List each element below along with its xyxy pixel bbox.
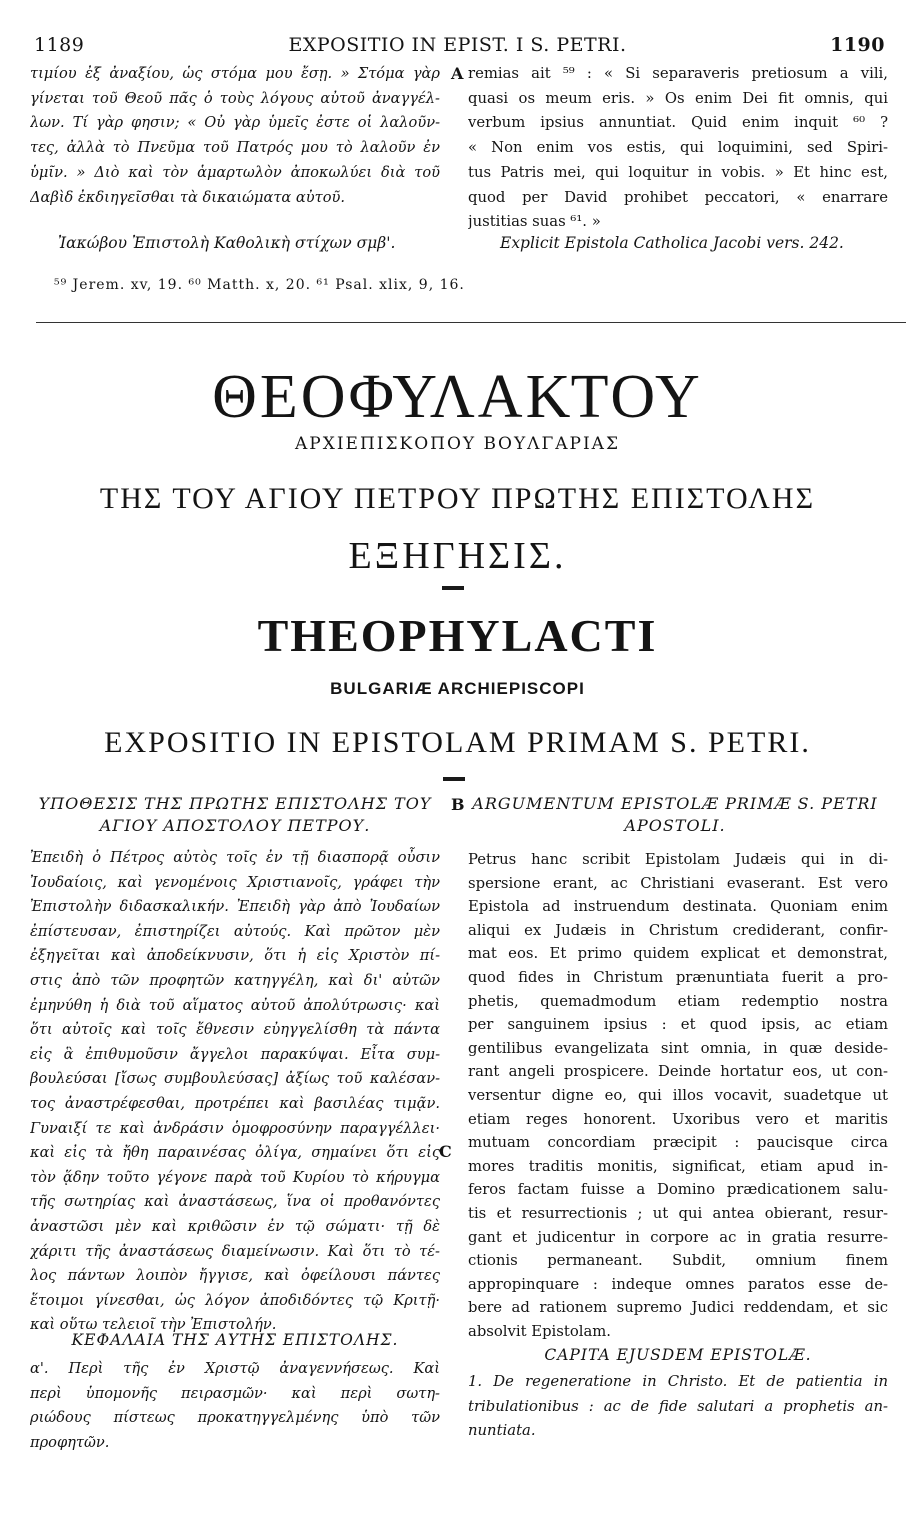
text-line: appropinquare : indeque omnes paratos esse de- (468, 1275, 888, 1293)
text-line: quod per David prohibet peccatori, « enarrare (468, 188, 888, 206)
text-line: τιμίου ἐξ ἀναξίου, ὡς στόμα μου ἔσῃ. » Στόμα γὰρ (30, 65, 440, 82)
text-line: ὑμῖν. » Διὸ καὶ τὸν ἁμαρτωλὸν ἀποκωλύει διὰ τοῦ (30, 163, 440, 181)
text-line: Ἐπειδὴ ὁ Πέτρος αὐτὸς τοῖς ἐν τῇ διασπορᾷ οὖσιν (30, 849, 440, 866)
text-line: tis et resurrectionis ; ut qui antea obierant, resur- (468, 1204, 888, 1222)
latin-chapters-text (468, 1370, 888, 1444)
text-line: « Non enim vos estis, qui loquimini, sed Spiri- (468, 139, 888, 157)
text-line: rant angeli prospicere. Deinde hortatur eos, ut con- (468, 1063, 888, 1081)
latin-argument-heading: ARGUMENTUM EPISTOLÆ PRIMÆ S. PETRI APOSTOLI. (472, 794, 878, 835)
text-line: quasi os meum eris. » Os enim Dei fit omnis, qui (468, 89, 888, 107)
latin-signature: Explicit Epistola Catholica Jacobi vers. 242. (500, 234, 844, 252)
text-line: Petrus hanc scribit Epistolam Judæis qui in di- (468, 851, 888, 868)
text-line: Epistola ad instruendum destinata. Quoniam enim (468, 898, 888, 916)
text-line: λων. Τί γὰρ φησιν; « Οὐ γὰρ ὑμεῖς ἐστε οἱ λαλοῦν- (30, 114, 440, 132)
latin-chapters-heading: CAPITA EJUSDEM EPISTOLÆ. (544, 1346, 812, 1364)
text-line: phetis, quemadmodum etiam redemptio nostra (468, 992, 888, 1010)
greek-argument-heading: ΥΠΟΘΕΣΙΣ ΤΗΣ ΠΡΩΤΗΣ ΕΠΙΣΤΟΛΗΣ ΤΟΥ ΑΓΙΟΥ ΑΠΟΣΤΟΛΟΥ ΠΕΤΡΟΥ. (38, 794, 432, 835)
text-line: στις ἀπὸ τῶν προφητῶν κατηγγέλη, καὶ δι' αὐτῶν (30, 971, 440, 989)
text-line: mutuam concordiam præcipit : paucisque circa (468, 1134, 888, 1152)
greek-subject: ΤΗΣ ΤΟΥ ΑΓΙΟΥ ΠΕΤΡΟΥ ΠΡΩΤΗΣ ΕΠΙΣΤΟΛΗΣ (99, 482, 816, 515)
text-line: aliqui ex Judæis in Christum crediderant, confir- (468, 921, 888, 939)
greek-office: ΑΡΧΙΕΠΙΣΚΟΠΟΥ ΒΟΥΛΓΑΡΙΑΣ (295, 434, 620, 454)
text-line: α'. Περὶ τῆς ἐν Χριστῷ ἀναγεννήσεως. Καὶ (30, 1360, 440, 1377)
text-line: gentilibus evangelizata sint omnia, in quæ deside- (468, 1039, 888, 1057)
text-line: mat eos. Et primo quidem explicat et demonstrat, (468, 945, 888, 963)
text-line: τες, ἀλλὰ τὸ Πνεῦμα τοῦ Πατρός μου τὸ λαλοῦν ἐν (30, 139, 440, 157)
text-line: remias ait ⁵⁹ : « Si separaveris pretiosum a vili, (468, 65, 888, 82)
text-line: ἕτοιμοι γίνεσθαι, ὡς λόγον ἀποδιδόντες τῷ Κριτῇ· (30, 1291, 440, 1309)
footnotes: ⁵⁹ Jerem. xv, 19. ⁶⁰ Matth. x, 20. ⁶¹ Psal. xlix, 9, 16. (54, 277, 465, 293)
text-line: verbum ipsius annuntiat. Quid enim inquit ⁶⁰ ? (468, 114, 888, 132)
greek-signature: Ἰακώβου Ἐπιστολὴ Καθολικὴ στίχων σμβ'. (58, 234, 396, 252)
text-line: ctionis permaneant. Subdit, omnium finem (468, 1252, 888, 1270)
text-line: bere ad rationem supremo Judici reddendam, et sic (468, 1299, 888, 1317)
text-line: χάριτι τῆς ἀναστάσεως διαμείνωσιν. Καὶ ὅτι τὸ τέ- (30, 1242, 440, 1260)
top-latin-column (468, 62, 888, 235)
text-line: τῆς σωτηρίας καὶ ἀναστάσεως, ἵνα οἱ προθανόντες (30, 1193, 440, 1211)
text-line: nuntiata. (468, 1422, 536, 1440)
text-line: τὸν ᾅδην τοῦτο γέγονε παρὰ τοῦ Κυρίου τὸ κήρυγμα (30, 1168, 440, 1186)
text-line: versentur digne eo, qui illos vocavit, suadetque ut (468, 1086, 888, 1104)
text-line: γίνεται τοῦ Θεοῦ πᾶς ὁ τοὺς λόγους αὐτοῦ ἀναγγέλ- (30, 89, 440, 107)
text-line: βουλεύσαι [ἴσως συμβουλεύσας] ἀξίως τοῦ καλέσαν- (30, 1070, 440, 1088)
text-line: ἀναστῶσι μὲν καὶ κριθῶσιν ἐν τῷ σώματι· τῇ δὲ (30, 1217, 440, 1235)
margin-marker-b: B (451, 795, 465, 814)
top-greek-column (30, 62, 440, 210)
title-dash-2 (443, 777, 465, 781)
text-line: ὅτι αὐτοῖς καὶ τοῖς ἔθνεσιν εὐηγγελίσθη τὰ πάντα (30, 1021, 440, 1039)
greek-chapters-text (30, 1357, 440, 1456)
section-rule (36, 322, 906, 323)
left-page-number: 1189 (34, 34, 85, 56)
text-line: τος ἀναστρέφεσθαι, προτρέπει καὶ βασιλέας τιμᾷν. (30, 1094, 440, 1112)
text-line: Δαβὶδ ἐκδιηγεῖσθαι τὰ δικαιώματα αὐτοῦ. (30, 188, 345, 206)
text-line: per sanguinem ipsius : et quod ipsis, ac etiam (468, 1016, 888, 1034)
latin-work: EXPOSITIO IN EPISTOLAM PRIMAM S. PETRI. (104, 726, 811, 759)
margin-marker-a: A (451, 64, 464, 83)
margin-marker-c: C (439, 1142, 452, 1161)
text-line: εἰς ἃ ἐπιθυμοῦσιν ἄγγελοι παρακύψαι. Εἶτα συμ- (30, 1045, 440, 1063)
text-line: spersione erant, ac Christiani evaserant. Est vero (468, 874, 888, 892)
text-line: καὶ οὕτω τελειοῖ τὴν Ἐπιστολήν. (30, 1316, 277, 1334)
text-line: λος πάντων λοιπὸν ἤγγισε, καὶ ὀφείλουσι πάντες (30, 1267, 440, 1285)
text-line: προφητῶν. (30, 1434, 110, 1452)
title-dash (442, 586, 464, 590)
text-line: justitias suas ⁶¹. » (468, 213, 601, 231)
text-line: mores traditis monitis, significat, etiam apud in- (468, 1157, 888, 1175)
text-line: absolvit Epistolam. (468, 1322, 612, 1340)
text-line: gant et judicentur in corpore ac in gratia resurre- (468, 1228, 888, 1246)
text-line: ριώδους πίστεως προκατηγγελμένης ὑπὸ τῶν (30, 1409, 440, 1427)
running-title: EXPOSITIO IN EPIST. I S. PETRI. (288, 34, 627, 56)
text-line: καὶ εἰς τὰ ἤθη παραινέσας ὀλίγα, σημαίνει ὅτι εἰς (30, 1144, 440, 1162)
greek-work: ΕΞΗΓΗΣΙΣ. (348, 535, 567, 577)
text-line: Γυναιξί τε καὶ ἀνδράσιν ὁμοφροσύνην παραγγέλλει· (30, 1119, 440, 1137)
text-line: ἐπίστευσαν, ἐπιστηρίζει αὐτούς. Καὶ πρῶτον μὲν (30, 922, 440, 940)
text-line: 1. De regeneratione in Christo. Et de patientia in (468, 1373, 888, 1390)
latin-author-title: THEOPHYLACTI (257, 610, 658, 661)
text-line: feros factam fuisse a Domino prædicationem salu- (468, 1181, 888, 1199)
text-line: tribulationibus : ac de fide salutari a prophetis an- (468, 1397, 888, 1415)
text-line: quod fides in Christum prænuntiata fuerit a pro- (468, 968, 888, 986)
text-line: Ἰουδαίοις, καὶ γενομένοις Χριστιανοῖς, γράφει τὴν (30, 873, 440, 891)
greek-chapters-heading: ΚΕΦΑΛΑΙΑ ΤΗΣ ΑΥΤΗΣ ΕΠΙΣΤΟΛΗΣ. (71, 1331, 399, 1349)
right-page-number: 1190 (830, 34, 885, 56)
text-line: tus Patris mei, qui loquitur in vobis. » Et hinc est, (468, 163, 888, 181)
text-line: ἐμηνύθη ἡ διὰ τοῦ αἵματος αὐτοῦ ἀπολύτρωσις· καὶ (30, 996, 440, 1014)
latin-office: BULGARIÆ ARCHIEPISCOPI (330, 679, 585, 698)
text-line: ἐξηγεῖται καὶ ἀποδείκνυσιν, ὅτι ἡ εἰς Χριστὸν πί- (30, 947, 440, 965)
text-line: etiam reges honorent. Uxoribus vero et maritis (468, 1110, 888, 1128)
text-line: Ἐπιστολὴν διδασκαλικήν. Ἐπειδὴ γὰρ ἀπὸ Ἰουδαίων (30, 898, 440, 916)
text-line: περὶ ὑπομονῆς πειρασμῶν· καὶ περὶ σωτη- (30, 1384, 440, 1402)
greek-author-title: ΘΕΟΦΥΛΑΚΤΟΥ (212, 363, 703, 431)
greek-argument-text (30, 846, 440, 1338)
latin-argument-text (468, 848, 888, 1343)
